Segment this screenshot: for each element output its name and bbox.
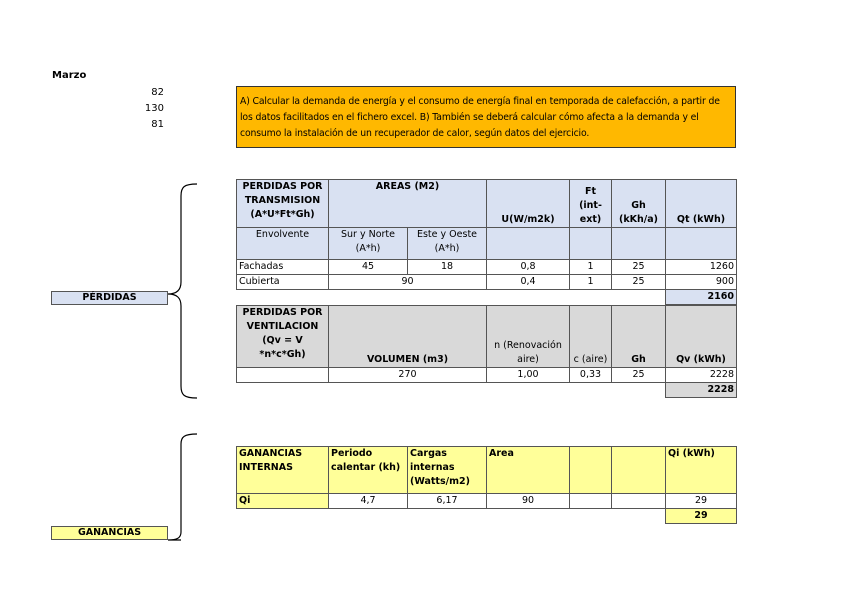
gh-header: Gh bbox=[612, 306, 666, 368]
transmission-title: PERDIDAS POR TRANSMISION (A*U*Ft*Gh) bbox=[237, 180, 329, 228]
ventilation-title: PERDIDAS POR VENTILACION (Qv = V *n*c*Gh) bbox=[237, 306, 329, 368]
month-value-3: 81 bbox=[151, 119, 164, 130]
gh-value: 25 bbox=[612, 275, 666, 290]
sur-norte-header: Sur y Norte (A*h) bbox=[329, 228, 408, 260]
month-value-1: 82 bbox=[151, 87, 164, 98]
u-value: 0,8 bbox=[487, 260, 570, 275]
qv-header: Qv (kWh) bbox=[666, 306, 737, 368]
table-row bbox=[237, 275, 737, 290]
ft-value: 1 bbox=[570, 275, 612, 290]
ventilation-total: 2228 bbox=[666, 383, 737, 398]
ganancias-brace bbox=[164, 432, 204, 544]
c-value: 0,33 bbox=[570, 368, 612, 383]
month-value-2: 130 bbox=[144, 103, 164, 114]
u-value: 0,4 bbox=[487, 275, 570, 290]
table-row bbox=[237, 368, 737, 383]
volumen-value: 270 bbox=[329, 368, 487, 383]
qt-header: Qt (kWh) bbox=[666, 180, 737, 228]
n-value: 1,00 bbox=[487, 368, 570, 383]
ft-header: Ft (int-ext) bbox=[570, 180, 612, 228]
u-header: U(W/m2k) bbox=[487, 180, 570, 228]
instructions-note: A) Calcular la demanda de energía y el consumo de energía final en temporada de calefacción, a partir de los datos facilitados en el fichero excel. B) También se deberá calcular cómo afecta a la demanda y el consumo la instalación de un recuperador de calor, según datos del ejercicio. bbox=[236, 86, 736, 148]
qv-value: 2228 bbox=[666, 368, 737, 383]
n-header: n (Renovación aire) bbox=[487, 306, 570, 368]
area-value: 90 bbox=[329, 275, 487, 290]
qi-value: 29 bbox=[666, 494, 737, 509]
transmission-table bbox=[236, 179, 737, 305]
row-name: Cubierta bbox=[237, 275, 329, 290]
gh-value: 25 bbox=[612, 260, 666, 275]
cargas-header: Cargas internas (Watts/m2) bbox=[408, 447, 487, 494]
row-name: Fachadas bbox=[237, 260, 329, 275]
area-value: 90 bbox=[487, 494, 570, 509]
area-header: Area bbox=[487, 447, 570, 494]
gh-header: Gh (kKh/a) bbox=[612, 180, 666, 228]
ft-value: 1 bbox=[570, 260, 612, 275]
ventilation-table bbox=[236, 305, 737, 398]
qt-value: 900 bbox=[666, 275, 737, 290]
gains-table bbox=[236, 446, 737, 524]
areas-header: AREAS (M2) bbox=[329, 180, 487, 228]
este-oeste-value: 18 bbox=[408, 260, 487, 275]
transmission-total: 2160 bbox=[666, 290, 737, 305]
gh-value: 25 bbox=[612, 368, 666, 383]
perdidas-brace bbox=[164, 182, 204, 402]
periodo-value: 4,7 bbox=[329, 494, 408, 509]
c-header: c (aire) bbox=[570, 306, 612, 368]
este-oeste-header: Este y Oeste (A*h) bbox=[408, 228, 487, 260]
table-row bbox=[237, 494, 737, 509]
month-label: Marzo bbox=[52, 70, 87, 81]
qt-value: 1260 bbox=[666, 260, 737, 275]
perdidas-label: PÉRDIDAS bbox=[51, 291, 168, 305]
cargas-value: 6,17 bbox=[408, 494, 487, 509]
qi-row-name: Qi bbox=[237, 494, 329, 509]
gains-total: 29 bbox=[666, 509, 737, 524]
volumen-header: VOLUMEN (m3) bbox=[329, 306, 487, 368]
gains-title: GANANCIAS INTERNAS bbox=[237, 447, 329, 494]
table-row bbox=[237, 260, 737, 275]
envolvente-header: Envolvente bbox=[237, 228, 329, 260]
periodo-header: Periodo calentar (kh) bbox=[329, 447, 408, 494]
ganancias-label: GANANCIAS bbox=[51, 526, 168, 540]
qi-header: Qi (kWh) bbox=[666, 447, 737, 494]
sur-norte-value: 45 bbox=[329, 260, 408, 275]
